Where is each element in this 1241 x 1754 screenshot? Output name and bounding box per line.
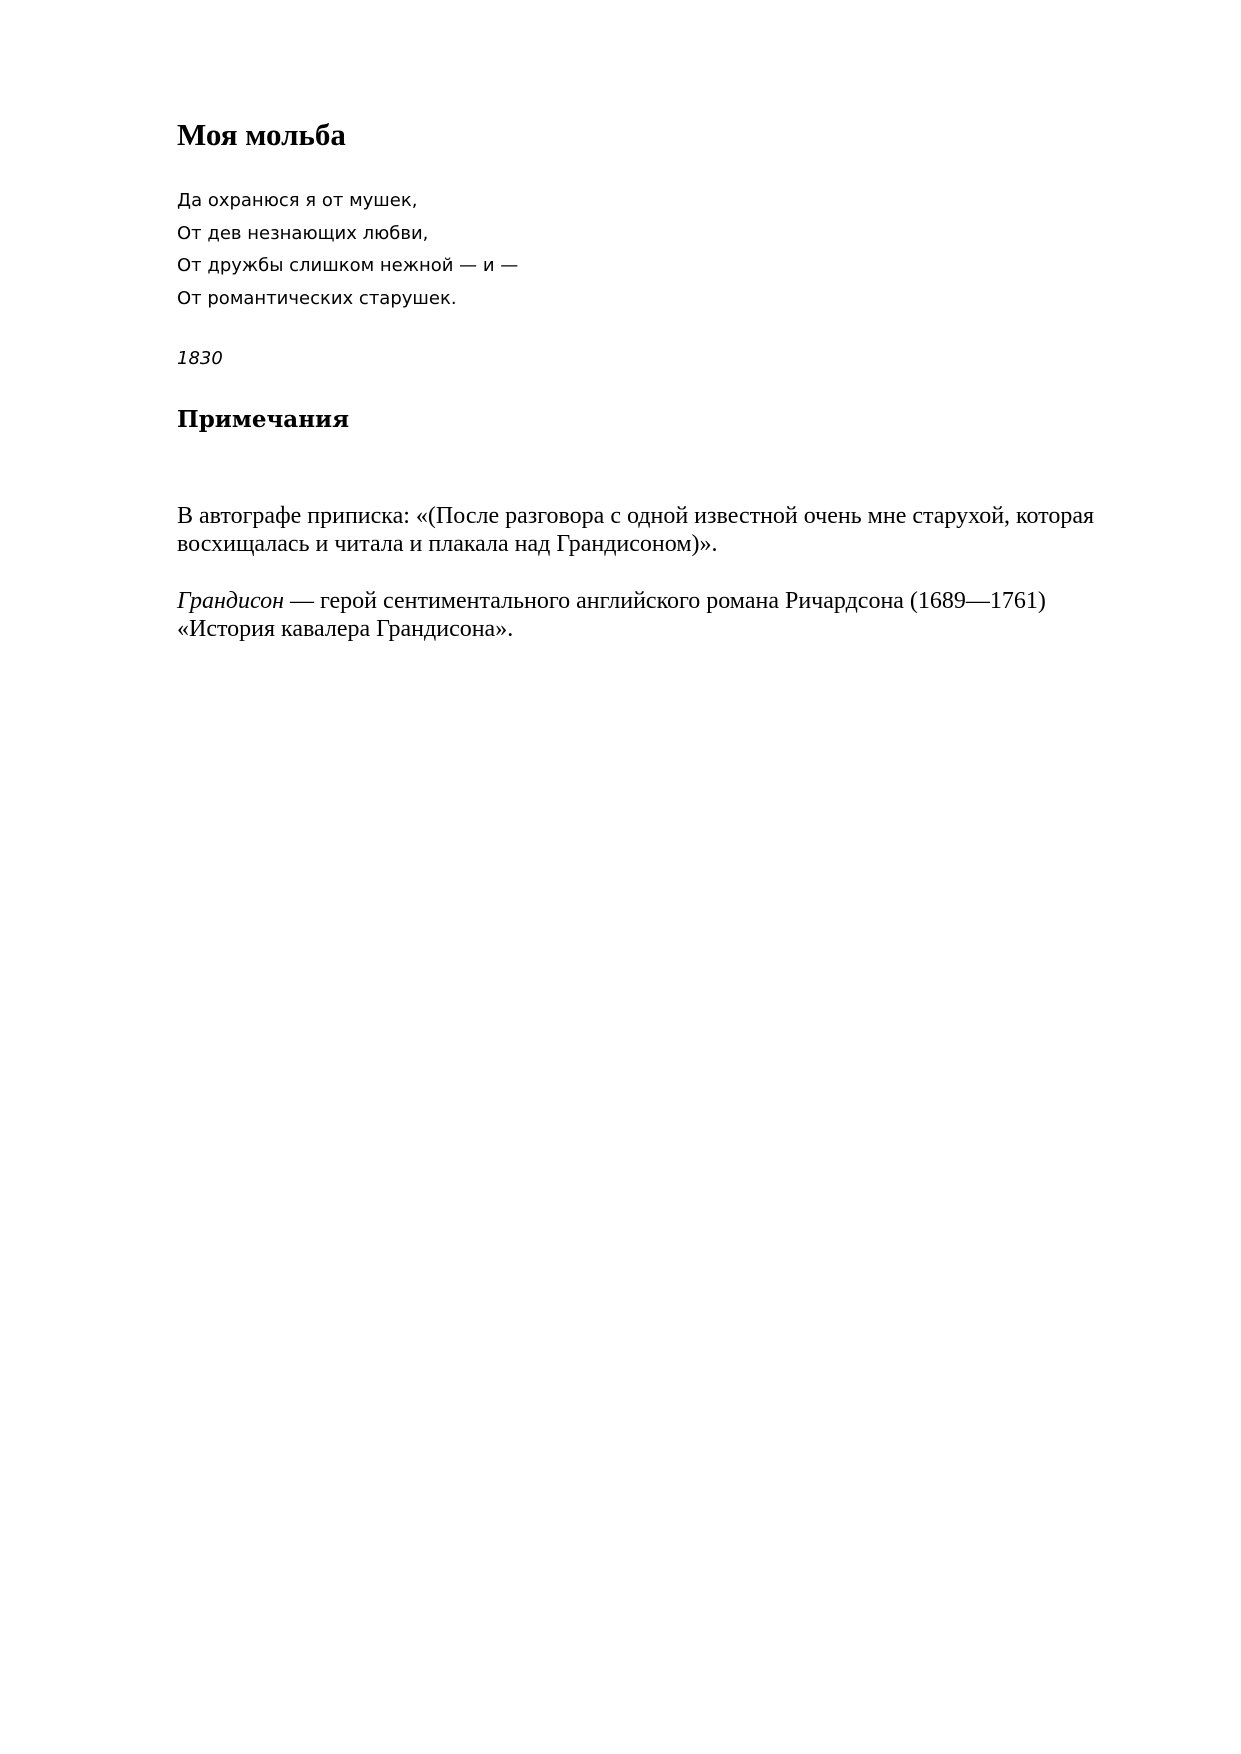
note-text: — герой сентиментального английского романа Ричардсона (1689—1761) «История кавалера Грандисона». bbox=[177, 588, 1046, 642]
poem-year: 1830 bbox=[177, 348, 223, 369]
note-term: Грандисон bbox=[177, 588, 284, 614]
poem-title: Моя мольба bbox=[177, 117, 346, 152]
note-text: В автографе приписка: «(После разговора с одной известной очень мне старухой, которая восхищалась и читала и плакала над Грандисоном)». bbox=[177, 503, 1095, 557]
poem-line: Да охранюся я от мушек, bbox=[177, 190, 418, 211]
poem-line: От дружбы слишком нежной — и — bbox=[177, 255, 519, 276]
poem-line: От романтических старушек. bbox=[177, 287, 457, 309]
note-paragraph bbox=[177, 587, 1147, 643]
poem-stanza bbox=[177, 185, 518, 315]
poem-line: От дев незнающих любви, bbox=[177, 222, 429, 244]
note-paragraph bbox=[177, 502, 1147, 558]
notes-heading: Примечания bbox=[177, 406, 350, 433]
